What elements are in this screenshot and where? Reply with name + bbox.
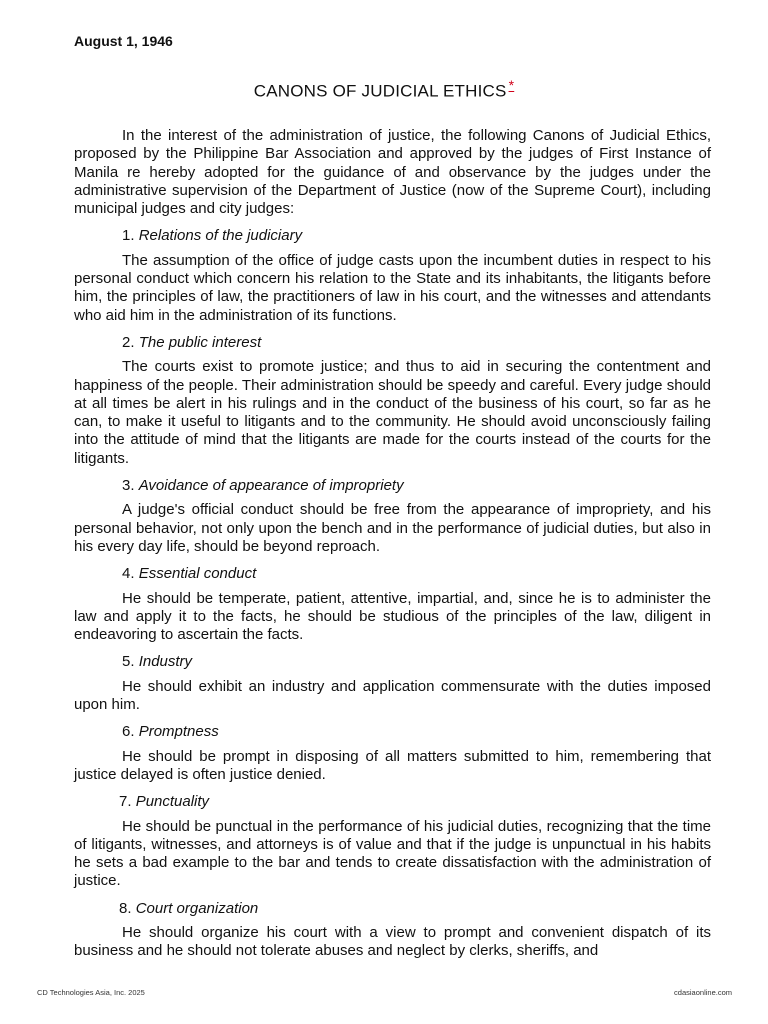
footer-copyright: CD Technologies Asia, Inc. 2025 xyxy=(37,988,145,997)
canon-number: 1. xyxy=(122,227,135,245)
canon-title: Avoidance of appearance of impropriety xyxy=(138,477,404,495)
document-title-text: CANONS OF JUDICIAL ETHICS xyxy=(253,81,507,101)
footnote-link[interactable]: * xyxy=(508,77,515,93)
canon-heading xyxy=(122,477,711,495)
canon-number: 8. xyxy=(119,899,132,917)
canon-number: 6. xyxy=(122,723,135,741)
canon-text: A judge's official conduct should be free from the appearance of impropriety, and his personal behavior, not only upon the bench and in the performance of judicial duties, but also in his every day life, should be beyond reproach. xyxy=(74,501,711,555)
canon-text: He should exhibit an industry and application commensurate with the duties imposed upon him. xyxy=(74,677,711,714)
canon-title: Court organization xyxy=(135,899,259,917)
canon-heading xyxy=(122,723,711,741)
canon-heading xyxy=(122,653,711,671)
canon-text: The assumption of the office of judge casts upon the incumbent duties in respect to his personal conduct which concern his relation to the State and its inhabitants, the litigants before him, the principles of law, the practitioners of law in his court, and the witnesses and attendants who aid him in the administration of its functions. xyxy=(74,251,711,324)
canon-number: 3. xyxy=(122,477,135,495)
footer-site: cdasiaonline.com xyxy=(674,988,732,997)
canon-title: Relations of the judiciary xyxy=(138,227,303,245)
document-title xyxy=(0,77,768,102)
canon-number: 4. xyxy=(122,565,135,583)
intro-paragraph: In the interest of the administration of justice, the following Canons of Judicial Ethics, proposed by the Philippine Bar Association and approved by the judges of First Instance of Manila re hereby adopted for the guidance of and observance by the judges under the administrative supervision of the Department of Justice (now of the Supreme Court), including municipal judges and city judges: xyxy=(74,127,711,218)
canon-title: Promptness xyxy=(138,723,219,741)
canon-title: Essential conduct xyxy=(138,565,257,583)
canon-heading xyxy=(122,334,711,352)
document-body xyxy=(74,127,711,970)
canon-text: He should organize his court with a view to prompt and convenient dispatch of its business and he should not tolerate abuses and neglect by clerks, sheriffs, and xyxy=(74,923,711,960)
canon-number: 5. xyxy=(122,653,135,671)
canon-text: He should be prompt in disposing of all matters submitted to him, remembering that justice delayed is often justice denied. xyxy=(74,747,711,783)
canon-text: He should be temperate, patient, attentive, impartial, and, since he is to administer the law and apply it to the facts, he should be studious of the principles of the law, diligent in endeavoring to ascertain the facts. xyxy=(74,589,711,644)
canon-title: Punctuality xyxy=(135,793,210,811)
canon-title: Industry xyxy=(138,653,193,671)
canon-text: He should be punctual in the performance of his judicial duties, recognizing that the time of litigants, witnesses, and attorneys is of value and that if the judge is unpunctual in his habits he sets a bad example to the bar and tends to create dissatisfaction with the administration of justice. xyxy=(74,817,711,890)
canon-heading xyxy=(119,793,711,811)
canon-heading xyxy=(122,565,711,583)
canon-number: 2. xyxy=(122,333,135,351)
canon-heading xyxy=(119,900,711,918)
document-date: August 1, 1946 xyxy=(74,33,173,49)
canon-title: The public interest xyxy=(138,333,262,351)
canon-number: 7. xyxy=(119,793,132,811)
canon-text: The courts exist to promote justice; and thus to aid in securing the contentment and happiness of the people. Their administration should be speedy and careful. Every judge should at all times be alert in his rulings and in the conduct of the business of his court, so far as he can, to make it useful to litigants and to the community. He should avoid unconsciously failing into the attitude of mind that the litigants are made for the courts instead of the courts for the litigants. xyxy=(74,358,711,467)
canon-heading xyxy=(122,227,711,245)
